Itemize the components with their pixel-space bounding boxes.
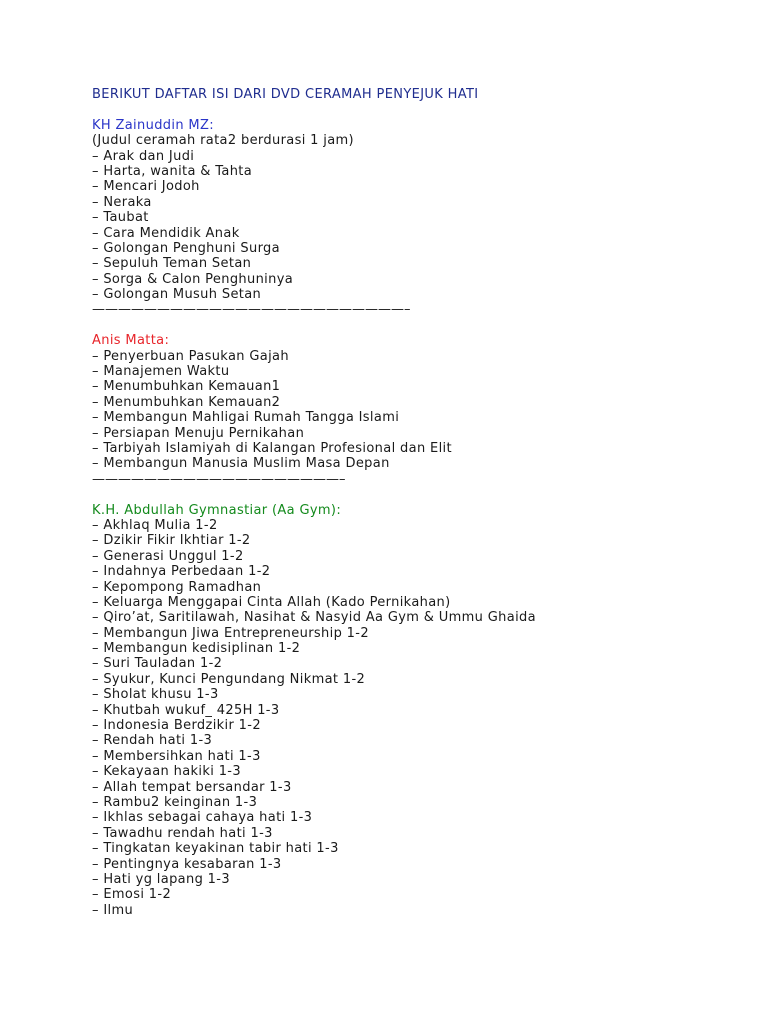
list-item: – Sholat khusu 1-3 — [92, 687, 219, 703]
list-item: – Harta, wanita & Tahta — [92, 163, 253, 179]
list-item: – Kepompong Ramadhan — [92, 579, 262, 595]
list-item: – Emosi 1-2 — [92, 887, 172, 903]
section-zainuddin — [92, 118, 752, 318]
list-item: – Allah tempat bersandar 1-3 — [92, 779, 292, 795]
document-page — [92, 87, 752, 918]
list-item: – Neraka — [92, 194, 152, 210]
list-item: – Ilmu — [92, 902, 134, 918]
section-heading: K.H. Abdullah Gymnastiar (Aa Gym): — [92, 502, 342, 518]
spacer — [92, 318, 752, 333]
list-item: – Menumbuhkan Kemauan2 — [92, 394, 281, 410]
spacer — [92, 102, 752, 117]
spacer — [92, 487, 752, 502]
list-item: – Tarbiyah Islamiyah di Kalangan Profesional dan Elit — [92, 440, 452, 456]
list-item: – Pentingnya kesabaran 1-3 — [92, 856, 282, 872]
list-item: – Membangun Manusia Muslim Masa Depan — [92, 456, 390, 472]
list-item: – Mencari Jodoh — [92, 179, 200, 195]
section-divider: ————————————————————————– — [92, 302, 411, 318]
document-title: BERIKUT DAFTAR ISI DARI DVD CERAMAH PENYEJUK HATI — [92, 87, 479, 102]
list-item: – Khutbah wukuf_ 425H 1-3 — [92, 702, 280, 718]
lecture-list — [92, 349, 752, 472]
list-item: – Syukur, Kunci Pengundang Nikmat 1-2 — [92, 671, 366, 687]
list-item: – Sorga & Calon Penghuninya — [92, 271, 294, 287]
list-item: – Rendah hati 1-3 — [92, 733, 213, 749]
list-item: – Golongan Musuh Setan — [92, 287, 262, 303]
list-item: – Golongan Penghuni Surga — [92, 240, 280, 256]
list-item: – Keluarga Menggapai Cinta Allah (Kado Pernikahan) — [92, 594, 451, 610]
list-item: – Membangun Mahligai Rumah Tangga Islami — [92, 410, 400, 426]
list-item: – Menumbuhkan Kemauan1 — [92, 379, 281, 395]
list-item: – Manajemen Waktu — [92, 364, 230, 380]
lecture-list — [92, 149, 752, 303]
section-heading: Anis Matta: — [92, 333, 170, 349]
list-item: – Dzikir Fikir Ikhtiar 1-2 — [92, 533, 251, 549]
list-item: – Penyerbuan Pasukan Gajah — [92, 348, 289, 364]
section-anis-matta — [92, 333, 752, 487]
section-note: (Judul ceramah rata2 berdurasi 1 jam) — [92, 133, 354, 149]
lecture-list — [92, 518, 752, 918]
list-item: – Kekayaan hakiki 1-3 — [92, 764, 241, 780]
list-item: – Arak dan Judi — [92, 148, 195, 164]
list-item: – Membangun kedisiplinan 1-2 — [92, 641, 301, 657]
list-item: – Cara Mendidik Anak — [92, 225, 240, 241]
list-item: – Generasi Unggul 1-2 — [92, 548, 244, 564]
list-item: – Hati yg lapang 1-3 — [92, 871, 230, 887]
list-item: – Taubat — [92, 210, 149, 226]
list-item: – Membangun Jiwa Entrepreneurship 1-2 — [92, 625, 369, 641]
list-item: – Indahnya Perbedaan 1-2 — [92, 564, 271, 580]
section-divider: ———————————————————– — [92, 471, 346, 487]
list-item: – Qiro’at, Saritilawah, Nasihat & Nasyid Aa Gym & Ummu Ghaida — [92, 610, 536, 626]
list-item: – Indonesia Berdzikir 1-2 — [92, 718, 261, 734]
section-heading: KH Zainuddin MZ: — [92, 117, 214, 133]
list-item: – Rambu2 keinginan 1-3 — [92, 794, 258, 810]
list-item: – Membersihkan hati 1-3 — [92, 748, 261, 764]
list-item: – Tingkatan keyakinan tabir hati 1-3 — [92, 841, 339, 857]
list-item: – Sepuluh Teman Setan — [92, 256, 252, 272]
section-aa-gym — [92, 503, 752, 919]
list-item: – Persiapan Menuju Pernikahan — [92, 425, 305, 441]
list-item: – Ikhlas sebagai cahaya hati 1-3 — [92, 810, 313, 826]
list-item: – Tawadhu rendah hati 1-3 — [92, 825, 273, 841]
list-item: – Akhlaq Mulia 1-2 — [92, 517, 218, 533]
list-item: – Suri Tauladan 1-2 — [92, 656, 223, 672]
